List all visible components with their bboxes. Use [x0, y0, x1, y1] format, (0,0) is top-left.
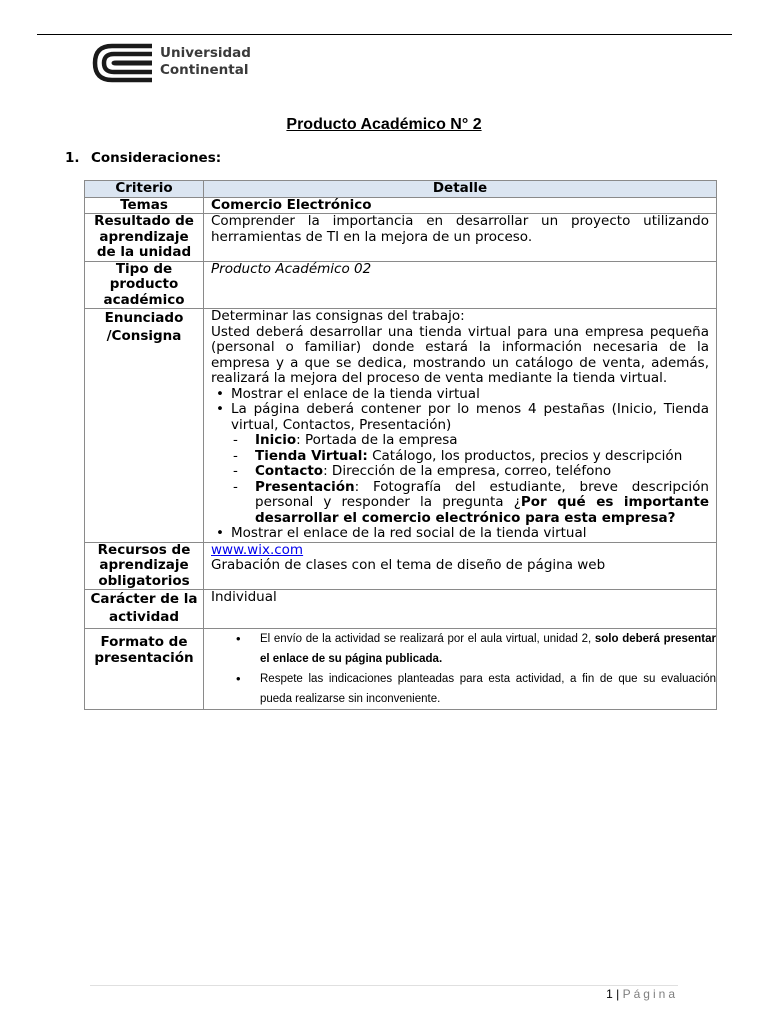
formato-item1-text: El envío de la actividad se realizará por el aula virtual, unidad 2, — [260, 633, 595, 645]
list-item: • Mostrar el enlace de la red social de la tienda virtual — [231, 526, 709, 542]
logo-line-1: Universidad — [160, 45, 251, 61]
presentacion-text: : Fotografía del estudiante, breve descripción personal y responder la pregunta ¿ — [255, 478, 709, 510]
value-enunciado — [204, 309, 717, 543]
page-number: 1 — [606, 987, 613, 1001]
value-tipo: Producto Académico 02 — [204, 261, 717, 309]
label-recursos: Recursos de aprendizaje obligatorios — [85, 542, 204, 590]
label-temas: Temas — [85, 197, 204, 214]
enunciado-list — [211, 387, 709, 542]
header-criterio: Criterio — [85, 181, 204, 198]
label-caracter: Carácter de la actividad — [85, 590, 204, 629]
list-item-contacto — [255, 464, 709, 480]
enunciado-paragraph: Usted deberá desarrollar una tienda virtual para una empresa pequeña (personal o familiar) donde estará la información necesaria de la empresa y a que se dedica, mostrando un catálogo de venta, además, realizará la mejora del proceso de venta mediante la tienda virtual. — [211, 323, 709, 386]
list-item: • Mostrar el enlace de la tienda virtual — [231, 387, 709, 403]
list-item — [260, 629, 716, 669]
section-label: Consideraciones: — [91, 150, 222, 166]
contacto-text: : Dirección de la empresa, correo, teléfono — [323, 463, 612, 479]
value-resultado: Comprender la importancia en desarrollar un proyecto utilizando herramientas de TI en la mejora de un proceso. — [204, 214, 717, 262]
table-row-recursos — [85, 542, 717, 590]
label-formato: Formato de presentación — [85, 629, 204, 710]
recursos-text: Grabación de clases con el tema de diseño de página web — [211, 557, 606, 573]
top-rule — [37, 34, 732, 35]
formato-item1-bold: solo deberá presentar el enlace de su página publicada. — [260, 633, 716, 665]
formato-list — [204, 629, 716, 709]
page-footer — [606, 987, 678, 1001]
document-title: Producto Académico N° 2 — [286, 116, 482, 133]
considerations-table — [84, 180, 717, 710]
section-heading — [65, 150, 221, 166]
wix-link[interactable]: www.wix.com — [211, 541, 304, 558]
tienda-label: Tienda Virtual: — [255, 447, 368, 464]
table-row-tipo — [85, 261, 717, 309]
tienda-text: Catálogo, los productos, precios y descripción — [367, 447, 683, 464]
table-row-caracter — [85, 590, 717, 629]
table-row-enunciado — [85, 309, 717, 543]
list-item: • Respete las indicaciones planteadas para esta actividad, a fin de que su evaluación pueda realizarse sin inconveniente. — [260, 669, 716, 709]
inicio-label: Inicio — [255, 432, 297, 448]
list-item-inicio — [255, 433, 709, 449]
page-label: Página — [622, 987, 678, 1001]
table-row-resultado — [85, 214, 717, 262]
value-caracter: Individual — [204, 590, 717, 629]
presentacion-question: Por qué es importante desarrollar el comercio electrónico para esta empresa? — [255, 494, 709, 526]
pestanas-text: La página deberá contener por lo menos 4 pestañas (Inicio, Tienda virtual, Contactos, Presentación) — [231, 401, 709, 433]
table-row-temas — [85, 197, 717, 214]
list-item — [231, 402, 709, 526]
label-tipo: Tipo de producto académico — [85, 261, 204, 309]
university-name — [160, 45, 251, 79]
table-row-formato — [85, 629, 717, 710]
logo-line-2: Continental — [160, 62, 249, 78]
header-detalle: Detalle — [204, 181, 717, 198]
label-enunciado: Enunciado /Consigna — [85, 309, 204, 543]
value-temas: Comercio Electrónico — [204, 197, 717, 214]
value-formato — [204, 629, 717, 710]
label-resultado: Resultado de aprendizaje de la unidad — [85, 214, 204, 262]
footer-rule — [90, 985, 678, 986]
list-item-tienda — [255, 449, 709, 465]
presentacion-label: Presentación — [255, 478, 355, 495]
contacto-label: Contacto — [255, 463, 324, 479]
section-number: 1. — [65, 150, 80, 166]
enunciado-intro: Determinar las consignas del trabajo: — [211, 308, 465, 324]
footer-separator: | — [616, 987, 620, 1001]
table-header-row — [85, 181, 717, 198]
value-recursos — [204, 542, 717, 590]
inicio-text: : Portada de la empresa — [296, 432, 458, 448]
pestanas-list — [231, 433, 709, 526]
list-item-presentacion — [255, 480, 709, 527]
